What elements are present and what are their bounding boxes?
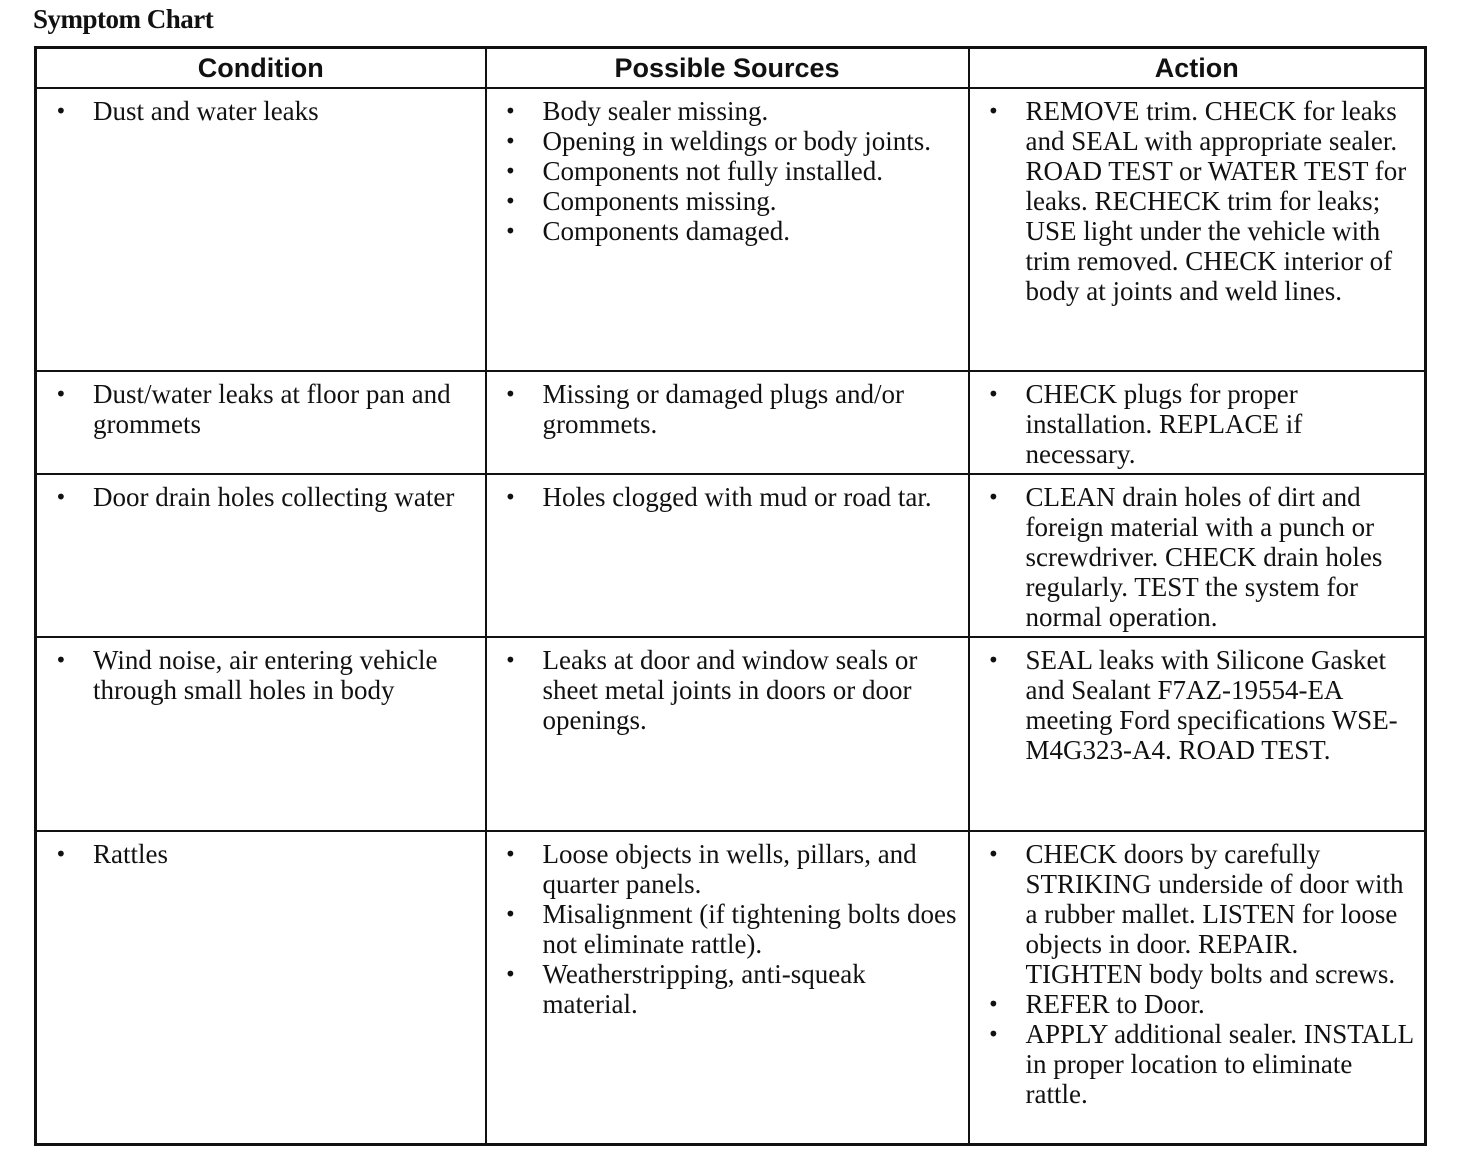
source-item: • Loose objects in wells, pillars, and quarter panels. <box>497 839 960 899</box>
source-item: • Misalignment (if tightening bolts does not eliminate rattle). <box>497 899 960 959</box>
sources-cell <box>486 831 969 1145</box>
sources-cell <box>486 637 969 831</box>
source-item: • Body sealer missing. <box>497 96 960 126</box>
action-item: • CHECK plugs for proper installation. REPLACE if necessary. <box>980 379 1417 469</box>
table-row <box>36 88 1426 371</box>
header-possible-sources: Possible Sources <box>486 48 969 89</box>
symptom-table <box>34 46 1427 1146</box>
table-row <box>36 474 1426 637</box>
table-row <box>36 371 1426 474</box>
condition-text: • Dust and water leaks <box>47 96 477 126</box>
action-cell <box>969 371 1426 474</box>
condition-text: • Wind noise, air entering vehicle through small holes in body <box>47 645 477 705</box>
action-item: • APPLY additional sealer. INSTALL in proper location to eliminate rattle. <box>980 1019 1417 1109</box>
action-item: • REFER to Door. <box>980 989 1417 1019</box>
source-item: • Components not fully installed. <box>497 156 960 186</box>
source-item: • Weatherstripping, anti-squeak material. <box>497 959 960 1019</box>
source-item: • Missing or damaged plugs and/or grommets. <box>497 379 960 439</box>
action-item: • SEAL leaks with Silicone Gasket and Sealant F7AZ-19554-EA meeting Ford specifications WSE-M4G323-A4. ROAD TEST. <box>980 645 1417 765</box>
action-item: • CLEAN drain holes of dirt and foreign material with a punch or screwdriver. CHECK drain holes regularly. TEST the system for normal operation. <box>980 482 1417 632</box>
source-item: • Holes clogged with mud or road tar. <box>497 482 960 512</box>
sources-cell <box>486 371 969 474</box>
condition-cell <box>36 371 486 474</box>
sources-cell <box>486 474 969 637</box>
source-item: • Leaks at door and window seals or sheet metal joints in doors or door openings. <box>497 645 960 735</box>
action-cell <box>969 637 1426 831</box>
sources-cell <box>486 88 969 371</box>
source-item: • Components missing. <box>497 186 960 216</box>
action-item: • REMOVE trim. CHECK for leaks and SEAL with appropriate sealer. ROAD TEST or WATER TEST for leaks. RECHECK trim for leaks; USE light under the vehicle with trim removed. CHECK interior of body at joints and weld lines. <box>980 96 1417 306</box>
action-cell <box>969 474 1426 637</box>
condition-text: • Rattles <box>47 839 477 869</box>
header-row <box>36 48 1426 89</box>
source-item: • Opening in weldings or body joints. <box>497 126 960 156</box>
table-row <box>36 637 1426 831</box>
condition-cell <box>36 831 486 1145</box>
table-row <box>36 831 1426 1145</box>
condition-cell <box>36 88 486 371</box>
page-title: Symptom Chart <box>33 4 214 34</box>
action-cell <box>969 88 1426 371</box>
condition-text: • Dust/water leaks at floor pan and grommets <box>47 379 477 439</box>
condition-cell <box>36 474 486 637</box>
source-item: • Components damaged. <box>497 216 960 246</box>
header-action: Action <box>969 48 1426 89</box>
condition-cell <box>36 637 486 831</box>
action-item: • CHECK doors by carefully STRIKING underside of door with a rubber mallet. LISTEN for loose objects in door. REPAIR. TIGHTEN body bolts and screws. <box>980 839 1417 989</box>
condition-text: • Door drain holes collecting water <box>47 482 477 512</box>
header-condition: Condition <box>36 48 486 89</box>
action-cell <box>969 831 1426 1145</box>
